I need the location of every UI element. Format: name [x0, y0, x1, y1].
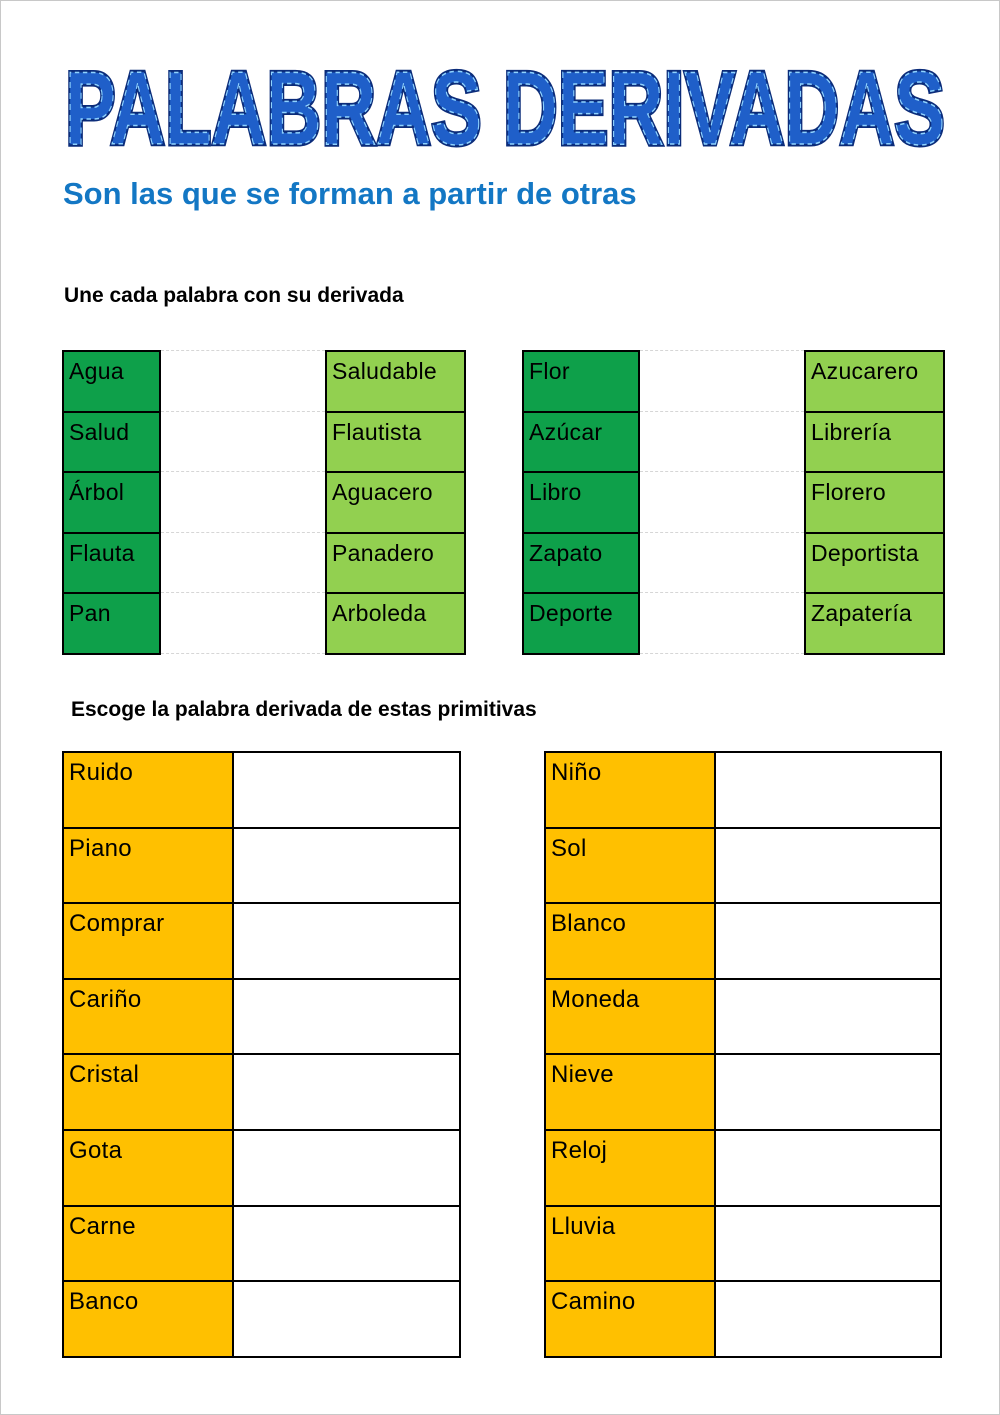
primitive-word[interactable]: Salud [62, 411, 161, 474]
title-decoration: PALABRAS DERIVADAS [65, 52, 945, 162]
answer-input-cell[interactable] [232, 1053, 461, 1131]
answer-input-cell[interactable] [714, 978, 942, 1056]
derived-word[interactable]: Florero [804, 471, 945, 534]
matching-guide-line [161, 653, 325, 654]
primitive-word[interactable]: Libro [522, 471, 640, 534]
answer-input-cell[interactable] [232, 1129, 461, 1207]
derived-word[interactable]: Panadero [325, 532, 466, 595]
answer-input-cell[interactable] [232, 902, 461, 980]
primitive-word-cell: Cristal [62, 1053, 234, 1131]
primitive-word-cell: Camino [544, 1280, 716, 1358]
instruction-choose: Escoge la palabra derivada de estas primitivas [71, 698, 537, 721]
primitive-word[interactable]: Azúcar [522, 411, 640, 474]
answer-input-cell[interactable] [714, 1053, 942, 1131]
primitive-word[interactable]: Agua [62, 350, 161, 413]
matching-guide-line [161, 532, 325, 533]
page-title [60, 52, 950, 162]
matching-guide-line [640, 350, 804, 351]
title-text: PALABRAS DERIVADAS [65, 52, 945, 162]
primitive-word-cell: Carne [62, 1205, 234, 1283]
primitive-word[interactable]: Zapato [522, 532, 640, 595]
answer-input-cell[interactable] [714, 1280, 942, 1358]
derived-word[interactable]: Flautista [325, 411, 466, 474]
matching-guide-line [161, 592, 325, 593]
primitive-word[interactable]: Flauta [62, 532, 161, 595]
primitive-word-cell: Piano [62, 827, 234, 905]
primitive-word-cell: Comprar [62, 902, 234, 980]
answer-input-cell[interactable] [714, 1129, 942, 1207]
matching-guide-line [640, 532, 804, 533]
matching-guide-line [161, 471, 325, 472]
primitive-word-cell: Blanco [544, 902, 716, 980]
primitive-word-cell: Reloj [544, 1129, 716, 1207]
matching-guide-line [640, 653, 804, 654]
primitive-word-cell: Nieve [544, 1053, 716, 1131]
derived-word[interactable]: Librería [804, 411, 945, 474]
instruction-match: Une cada palabra con su derivada [64, 284, 404, 307]
derived-word[interactable]: Azucarero [804, 350, 945, 413]
primitive-word-cell: Lluvia [544, 1205, 716, 1283]
primitive-word-cell: Cariño [62, 978, 234, 1056]
primitive-word[interactable]: Árbol [62, 471, 161, 534]
answer-input-cell[interactable] [232, 1205, 461, 1283]
matching-guide-line [640, 411, 804, 412]
matching-guide-line [640, 592, 804, 593]
primitive-word-cell: Banco [62, 1280, 234, 1358]
derived-word[interactable]: Arboleda [325, 592, 466, 655]
answer-input-cell[interactable] [714, 1205, 942, 1283]
primitive-word-cell: Niño [544, 751, 716, 829]
primitive-word[interactable]: Deporte [522, 592, 640, 655]
primitive-word-cell: Moneda [544, 978, 716, 1056]
primitive-word-cell: Gota [62, 1129, 234, 1207]
answer-input-cell[interactable] [232, 827, 461, 905]
answer-input-cell[interactable] [232, 1280, 461, 1358]
primitive-word-cell: Sol [544, 827, 716, 905]
primitive-word[interactable]: Pan [62, 592, 161, 655]
primitive-word-cell: Ruido [62, 751, 234, 829]
answer-input-cell[interactable] [714, 827, 942, 905]
answer-input-cell[interactable] [714, 751, 942, 829]
primitive-word[interactable]: Flor [522, 350, 640, 413]
matching-guide-line [161, 411, 325, 412]
answer-input-cell[interactable] [714, 902, 942, 980]
derived-word[interactable]: Aguacero [325, 471, 466, 534]
derived-word[interactable]: Saludable [325, 350, 466, 413]
matching-guide-line [640, 471, 804, 472]
derived-word[interactable]: Deportista [804, 532, 945, 595]
answer-input-cell[interactable] [232, 978, 461, 1056]
matching-guide-line [161, 350, 325, 351]
derived-word[interactable]: Zapatería [804, 592, 945, 655]
subtitle: Son las que se forman a partir de otras [63, 176, 637, 211]
answer-input-cell[interactable] [232, 751, 461, 829]
